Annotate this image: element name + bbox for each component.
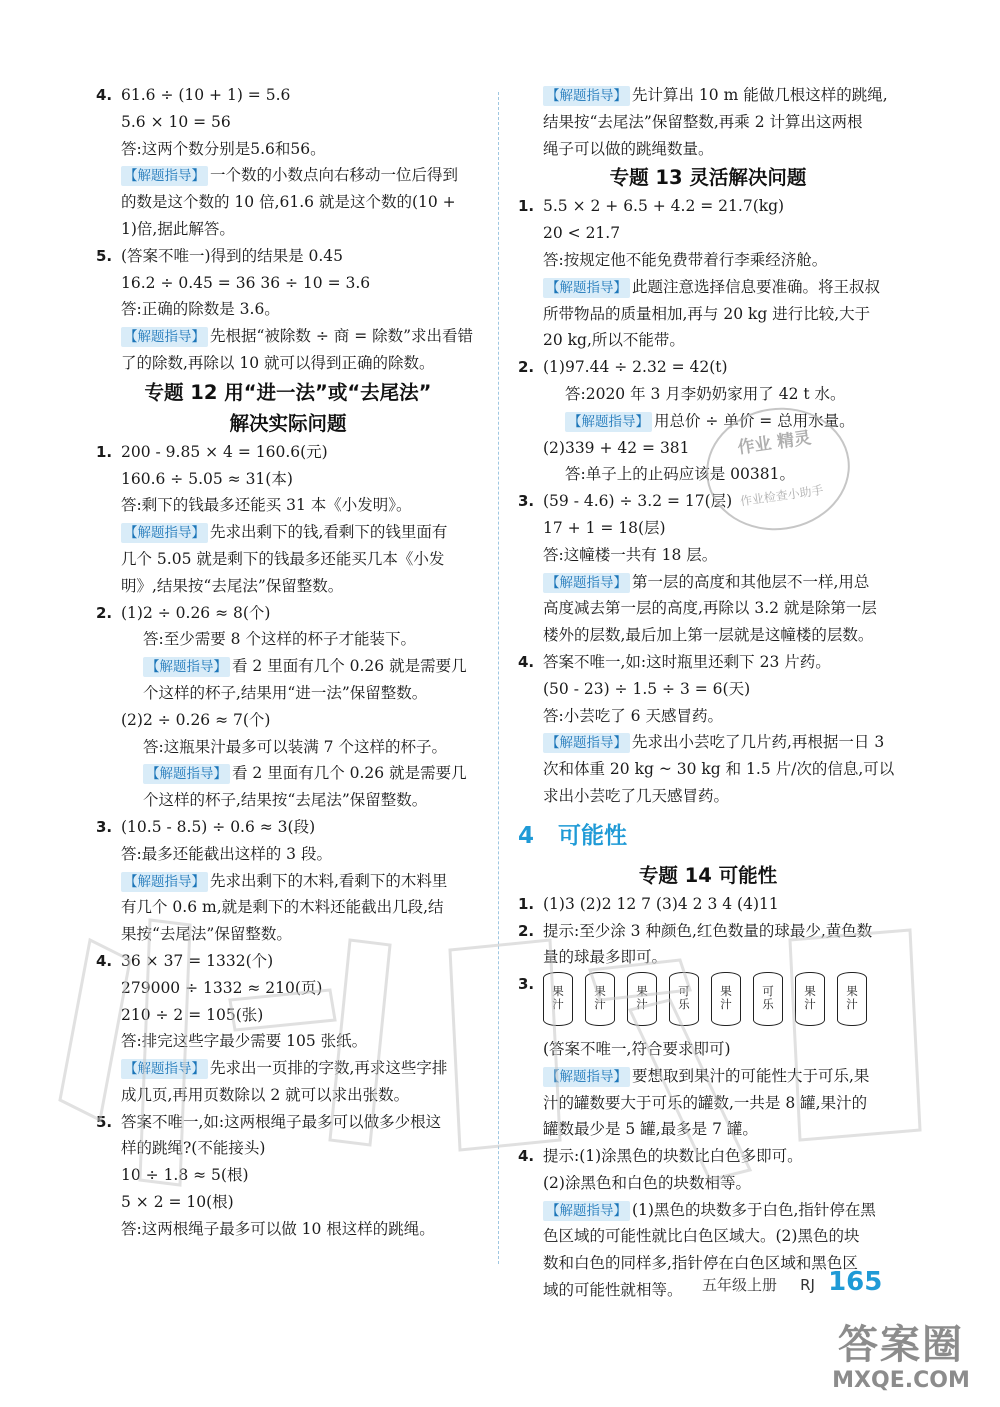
answer-line: (59 - 4.6) ÷ 3.2 = 17(层) (543, 492, 733, 511)
hint-text: 高度减去第一层的高度,再除以 3.2 就是除第一层 (543, 599, 877, 618)
topic12-q3 (96, 814, 480, 948)
answer-line: (2)涂黑色和白色的块数相等。 (543, 1173, 751, 1192)
hint-text: 一个数的小数点向右移动一位后得到 (210, 166, 459, 185)
answer-line: 答:2020 年 3 月李奶奶家用了 42 t 水。 (565, 384, 846, 403)
answer-line: 279000 ÷ 1332 ≈ 210(页) (121, 978, 323, 997)
jar-label: 可乐 (762, 983, 774, 1011)
hint-text: 求出小芸吃了几天感冒药。 (543, 786, 730, 805)
hint-tag: 【解题指导】 (543, 733, 630, 753)
hint-text: 明》,结果按“去尾法”保留整数。 (121, 576, 344, 595)
jar-icon (543, 972, 573, 1026)
hint-text: 第一层的高度和其他层不一样,用总 (632, 572, 870, 591)
hint-tag: 【解题指导】 (565, 412, 652, 432)
hint-text: 先求出一页排的字数,再求这些字排 (210, 1059, 448, 1078)
hint-text: 1)倍,据此解答。 (121, 219, 235, 238)
jar-label: 果汁 (552, 983, 564, 1011)
answer-line: (2)339 + 42 = 381 (543, 438, 690, 457)
hint-text: 果按“去尾法”保留整数。 (121, 925, 292, 944)
hint-text: 看 2 里面有几个 0.26 就是需要几 (232, 764, 467, 783)
hint-text: 绳子可以做的跳绳数量。 (543, 139, 714, 158)
stamp-title: 作业 精灵 (736, 428, 813, 459)
hint-tag: 【解题指导】 (143, 657, 230, 677)
topic-13-heading: 专题 13 灵活解决问题 (609, 166, 807, 190)
answer-line: 答:单子上的止码应该是 00381。 (565, 465, 795, 484)
hint-text: 有几个 0.6 m,就是剩下的木料还能截出几段,结 (121, 898, 444, 917)
page-footer (702, 1267, 882, 1297)
answer-line: 答:这瓶果汁最多可以装满 7 个这样的杯子。 (143, 737, 447, 756)
answer-line: 答:至少需要 8 个这样的杯子才能装下。 (143, 630, 416, 649)
topic12-q4 (96, 948, 480, 1109)
question-number: 1. (96, 442, 113, 461)
topic-title: 专题 12 用“进一法”或“去尾法” (144, 380, 432, 404)
hint-text: 此题注意选择信息要准确。将王叔叔 (632, 277, 881, 296)
answer-line: (答案不唯一)得到的结果是 0.45 (121, 246, 344, 265)
question-number: 2. (518, 358, 535, 377)
question-number: 2. (96, 603, 113, 622)
hint-text: 要想取到果汁的可能性大于可乐,果 (632, 1066, 870, 1085)
hint-text: 楼外的层数,最后加上第一层就是这幢楼的层数。 (543, 626, 874, 645)
hint-tag: 【解题指导】 (121, 523, 208, 543)
hint-tag: 【解题指导】 (121, 1059, 208, 1079)
answer-line: 20 < 21.7 (543, 224, 621, 243)
answer-line: 答案不唯一,如:这两根绳子最多可以做多少根这 (121, 1112, 442, 1131)
question-number: 4. (96, 86, 113, 104)
answer-line: 答:剩下的钱最多还能买 31 本《小发明》。 (121, 496, 412, 515)
hint-text: 个这样的杯子,结果用“进一法”保留整数。 (143, 683, 428, 702)
hint-text: 数和白色的同样多,指针停在白色区域和黑色区 (543, 1254, 858, 1273)
answer-line: 10 ÷ 1.8 ≈ 5(根) (121, 1166, 249, 1185)
answer-line: (答案不唯一,符合要求即可) (543, 1039, 731, 1058)
question-number: 4. (96, 951, 113, 970)
hint-text: 用总价 ÷ 单价 = 总用水量。 (654, 411, 855, 430)
hint-tag: 【解题指导】 (121, 872, 208, 892)
answer-line: (1)3 (2)2 12 7 (3)4 2 3 4 (4)11 (543, 894, 779, 913)
jar-icon (795, 972, 825, 1026)
topic13-q4 (518, 649, 898, 810)
edition-label: RJ (800, 1276, 815, 1294)
jar-label: 果汁 (846, 983, 858, 1011)
topic-14-heading: 专题 14 可能性 (638, 863, 778, 887)
jar-icon (753, 972, 783, 1026)
hint-text: 汁的罐数要大于可乐的罐数,一共是 8 罐,果汁的 (543, 1093, 868, 1112)
logo-text: 答案圈 (838, 1322, 964, 1368)
hint-text: 域的可能性就相等。 (543, 1281, 683, 1300)
answer-q4 (96, 82, 480, 243)
answer-line: 61.6 ÷ (10 + 1) = 5.6 (121, 86, 291, 104)
answer-line: (1)97.44 ÷ 2.32 = 42(t) (543, 358, 728, 377)
hint-text: 所带物品的质量相加,再与 20 kg 进行比较,大于 (543, 304, 871, 323)
chapter-heading (518, 816, 898, 856)
answer-line: 提示:至少涂 3 种颜色,红色数量的球最少,黄色数 (543, 921, 873, 940)
hint-text: (1)黑色的块数多于白色,指针停在黑 (632, 1200, 876, 1219)
hint-text: 先求出小芸吃了几片药,再根据一日 3 (632, 733, 885, 752)
question-number: 1. (518, 197, 535, 216)
topic12-q2 (96, 600, 480, 814)
column-divider (498, 92, 499, 1264)
answer-line: 提示:(1)涂黑色的块数比白色多即可。 (543, 1147, 803, 1166)
answer-line: 17 + 1 = 18(层) (543, 518, 666, 537)
question-number: 4. (518, 652, 535, 671)
question-number: 3. (518, 492, 535, 511)
question-number: 5. (96, 1112, 113, 1131)
topic14-q2 (518, 918, 898, 972)
jar-label: 可乐 (678, 983, 690, 1011)
left-column (96, 82, 480, 1243)
hint-text: 次和体重 20 kg ~ 30 kg 和 1.5 片/次的信息,可以 (543, 760, 895, 779)
hint-text: 结果按“去尾法”保留整数,再乘 2 计算出这两根 (543, 112, 863, 131)
hint-text: 看 2 里面有几个 0.26 就是需要几 (232, 657, 467, 676)
topic-subtitle: 解决实际问题 (229, 411, 347, 435)
jar-icon (669, 972, 699, 1026)
answer-line: 答:最多还能截出这样的 3 段。 (121, 844, 332, 863)
answer-line: (50 - 23) ÷ 1.5 ÷ 3 = 6(天) (543, 679, 751, 698)
jar-label: 果汁 (636, 983, 648, 1011)
hint-tag: 【解题指导】 (121, 166, 208, 186)
answer-line: 样的跳绳?(不能接头) (121, 1139, 266, 1158)
topic12-q1 (96, 439, 480, 600)
hint-text: 色区域的可能性就比白色区域大。(2)黑色的块 (543, 1227, 860, 1246)
answer-line: 答:这两个数分别是5.6和56。 (121, 139, 326, 158)
hint-text: 个这样的杯子,结果按“去尾法”保留整数。 (143, 791, 428, 810)
answer-line: 答:排完这些字最少需要 105 张纸。 (121, 1032, 368, 1051)
answer-line: 答:按规定他不能免费带着行李乘经济舱。 (543, 250, 828, 269)
jar-icon (585, 972, 615, 1026)
answer-line: 5.5 × 2 + 6.5 + 4.2 = 21.7(kg) (543, 197, 785, 216)
question-number: 4. (518, 1147, 535, 1166)
answer-line: 5 × 2 = 10(根) (121, 1193, 234, 1212)
logo-url: MXQE.COM (832, 1368, 970, 1393)
chapter-number: 4 (518, 822, 535, 849)
hint-text: 先求出剩下的钱,看剩下的钱里面有 (210, 523, 448, 542)
hint-text: 几个 5.05 就是剩下的钱最多还能买几本《小发 (121, 549, 445, 568)
answer-line: 160.6 ÷ 5.05 ≈ 31(本) (121, 469, 293, 488)
answer-line: 210 ÷ 2 = 105(张) (121, 1005, 264, 1024)
answer-line: 量的球最多即可。 (543, 948, 668, 967)
stamp-caption: 作业检查小助手 (739, 482, 825, 509)
answer-line: (1)2 ÷ 0.26 ≈ 8(个) (121, 603, 271, 622)
answer-line: 答:这两根绳子最多可以做 10 根这样的跳绳。 (121, 1219, 435, 1238)
topic12-q5-hint (518, 82, 898, 162)
hint-tag: 【解题指导】 (143, 764, 230, 784)
answer-line: 答:这幢楼一共有 18 层。 (543, 545, 718, 564)
answer-line: 答:小芸吃了 6 天感冒药。 (543, 706, 723, 725)
topic14-q1 (518, 891, 898, 918)
hint-text: 了的除数,再除以 10 就可以得到正确的除数。 (121, 353, 435, 372)
hint-tag: 【解题指导】 (543, 1201, 630, 1221)
topic14-q3 (518, 971, 898, 1143)
hint-text: 先计算出 10 m 能做几根这样的跳绳, (632, 86, 888, 104)
hint-tag: 【解题指导】 (121, 327, 208, 347)
jar-label: 果汁 (594, 983, 606, 1011)
answer-line: 36 × 37 = 1332(个) (121, 951, 274, 970)
answer-line: 200 - 9.85 × 4 = 160.6(元) (121, 442, 328, 461)
hint-tag: 【解题指导】 (543, 573, 630, 593)
hint-text: 先求出剩下的木料,看剩下的木料里 (210, 871, 448, 890)
jar-row (543, 972, 898, 1032)
site-logo (812, 1322, 990, 1400)
hint-text: 罐数最少是 5 罐,最多是 7 罐。 (543, 1120, 758, 1139)
question-number: 2. (518, 921, 535, 940)
hint-tag: 【解题指导】 (543, 86, 630, 106)
hint-tag: 【解题指导】 (543, 1067, 630, 1087)
topic13-q1 (518, 193, 898, 354)
chapter-title: 可能性 (558, 822, 627, 849)
jar-icon (837, 972, 867, 1026)
jar-icon (711, 972, 741, 1026)
question-number: 5. (96, 246, 113, 265)
answer-line: 16.2 ÷ 0.45 = 36 36 ÷ 10 = 3.6 (121, 273, 371, 292)
topic12-q5 (96, 1109, 480, 1243)
jar-label: 果汁 (804, 983, 816, 1011)
hint-text: 20 kg,所以不能带。 (543, 331, 685, 350)
hint-text: 先根据“被除数 ÷ 商 = 除数”求出看错 (210, 327, 474, 346)
answer-line: (10.5 - 8.5) ÷ 0.6 ≈ 3(段) (121, 817, 316, 836)
answer-line: 答:正确的除数是 3.6。 (121, 300, 280, 319)
jar-label: 果汁 (720, 983, 732, 1011)
topic13-q3 (518, 488, 898, 649)
hint-text: 成几页,再用页数除以 2 就可以求出张数。 (121, 1085, 410, 1104)
question-number: 3. (518, 975, 535, 994)
question-number: 3. (96, 817, 113, 836)
answer-line: 5.6 × 10 = 56 (121, 112, 231, 131)
jar-icon (627, 972, 657, 1026)
answer-q5 (96, 243, 480, 377)
page-number: 165 (828, 1267, 883, 1297)
answer-line: (2)2 ÷ 0.26 ≈ 7(个) (121, 710, 271, 729)
topic-12-heading (96, 377, 480, 439)
right-column (518, 82, 898, 1304)
answer-line: 答案不唯一,如:这时瓶里还剩下 23 片药。 (543, 652, 831, 671)
grade-label: 五年级上册 (702, 1276, 778, 1294)
hint-tag: 【解题指导】 (543, 278, 630, 298)
question-number: 1. (518, 894, 535, 913)
hint-text: 的数是这个数的 10 倍,61.6 就是这个数的(10 + (121, 193, 456, 212)
